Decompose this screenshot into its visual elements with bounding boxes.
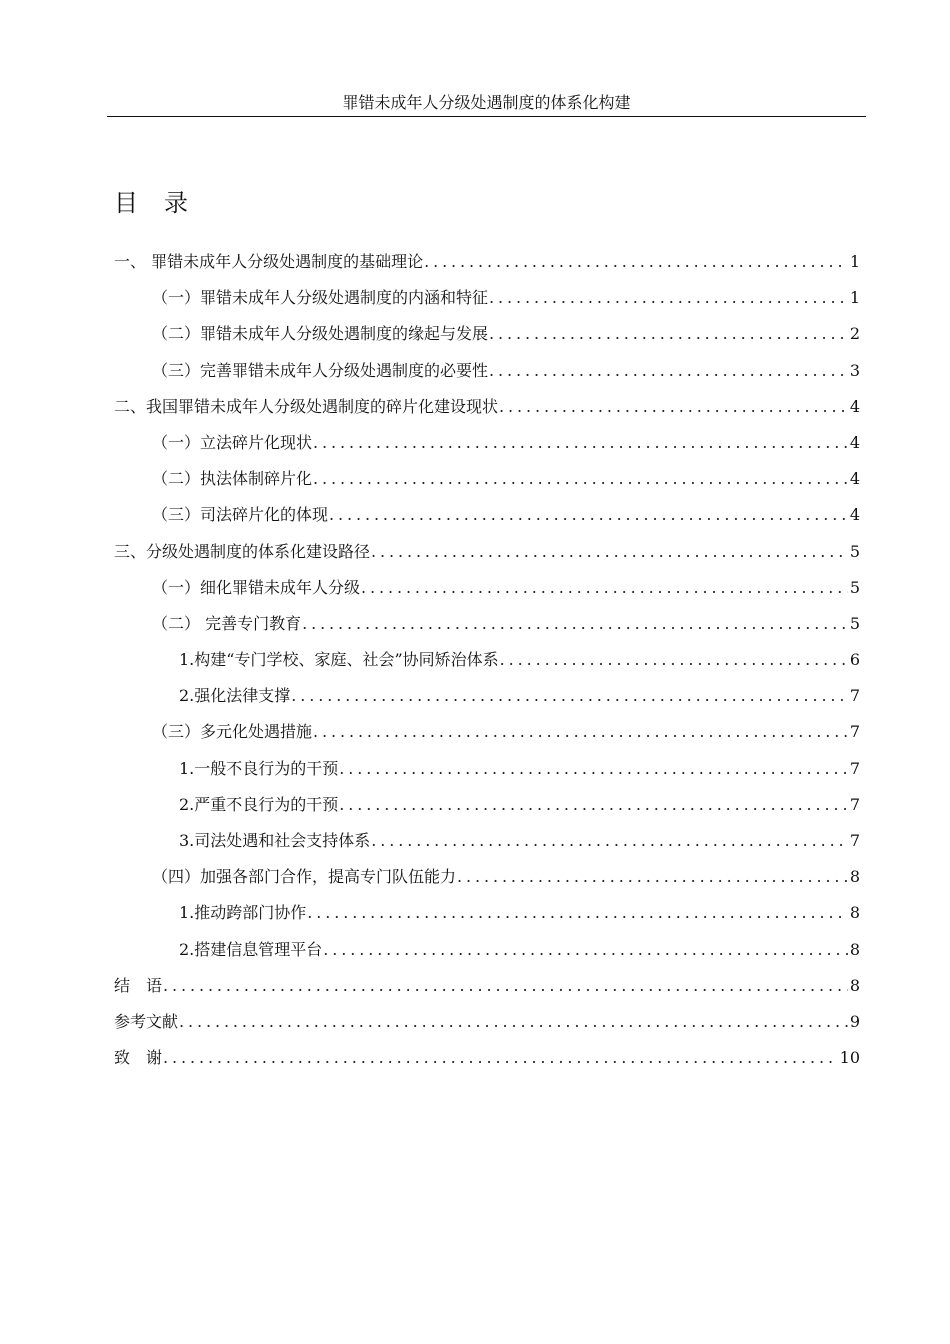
toc-entry-title: 结 语 xyxy=(114,975,163,995)
toc-entry[interactable] xyxy=(114,751,860,787)
dot-leader xyxy=(163,968,848,1004)
toc-page-number: 8 xyxy=(849,867,860,887)
toc-entry[interactable] xyxy=(114,389,860,425)
dot-leader xyxy=(307,895,848,931)
dot-leader xyxy=(323,932,848,968)
toc-page-number: 8 xyxy=(849,939,860,959)
toc-entry[interactable] xyxy=(114,461,860,497)
dot-leader xyxy=(339,787,848,823)
toc-entry-title: 3.司法处遇和社会支持体系 xyxy=(179,831,371,850)
toc-title: 目录 xyxy=(114,189,214,218)
toc-entry-title: 1.一般不良行为的干预 xyxy=(179,758,339,778)
toc-entry[interactable] xyxy=(114,497,860,533)
toc-entry-title: （三）多元化处遇措施 xyxy=(152,722,313,742)
toc-entry-title: （一）罪错未成年人分级处遇制度的内涵和特征 xyxy=(152,288,489,308)
dot-leader xyxy=(489,280,848,316)
toc-page-number: 1 xyxy=(849,252,860,271)
toc-entry-title: 2.搭建信息管理平台 xyxy=(179,939,323,959)
toc-entry[interactable] xyxy=(114,1040,860,1076)
toc-entry-title: （二） 完善专门教育 xyxy=(152,613,302,633)
toc-entry-title: （四）加强各部门合作，提高专门队伍能力 xyxy=(152,867,457,887)
toc-page-number: 4 xyxy=(849,396,860,416)
toc-page-number: 9 xyxy=(849,1011,860,1031)
toc-page-number: 7 xyxy=(849,686,860,706)
dot-leader xyxy=(457,859,848,895)
toc-page-number: 10 xyxy=(839,1048,860,1068)
toc-entry-title: 2.强化法律支撑 xyxy=(179,686,291,706)
table-of-contents xyxy=(114,244,860,1076)
toc-page-number: 7 xyxy=(849,831,860,850)
toc-entry-title: 1.构建“专门学校、家庭、社会”协同矫治体系 xyxy=(179,650,499,670)
dot-leader xyxy=(302,606,848,642)
toc-entry[interactable] xyxy=(114,895,860,931)
toc-entry[interactable] xyxy=(114,714,860,750)
toc-entry-title: 1.推动跨部门协作 xyxy=(179,903,307,923)
toc-entry[interactable] xyxy=(114,968,860,1004)
toc-entry[interactable] xyxy=(114,1004,860,1040)
toc-entry[interactable] xyxy=(114,787,860,823)
toc-entry[interactable] xyxy=(114,570,860,606)
toc-entry[interactable] xyxy=(114,859,860,895)
dot-leader xyxy=(499,389,848,425)
dot-leader xyxy=(313,461,848,497)
dot-leader xyxy=(163,1040,838,1076)
toc-entry[interactable] xyxy=(114,280,860,316)
toc-entry-title: （三）司法碎片化的体现 xyxy=(152,505,329,525)
toc-page-number: 2 xyxy=(849,324,860,344)
toc-page-number: 6 xyxy=(849,650,860,670)
toc-entry-title: （一）立法碎片化现状 xyxy=(152,432,313,452)
toc-entry[interactable] xyxy=(114,606,860,642)
dot-leader xyxy=(371,534,848,570)
dot-leader xyxy=(361,570,848,606)
toc-entry-title: 二、我国罪错未成年人分级处遇制度的碎片化建设现状 xyxy=(114,396,499,416)
toc-entry-title: （二）执法体制碎片化 xyxy=(152,469,313,489)
dot-leader xyxy=(424,244,848,280)
toc-page-number: 7 xyxy=(849,722,860,742)
toc-entry[interactable] xyxy=(114,244,860,280)
dot-leader xyxy=(329,497,848,533)
dot-leader xyxy=(500,642,848,678)
toc-entry-title: （三）完善罪错未成年人分级处遇制度的必要性 xyxy=(152,360,489,380)
toc-page-number: 8 xyxy=(849,903,860,923)
running-header xyxy=(107,92,866,117)
dot-leader xyxy=(371,823,848,859)
toc-page-number: 3 xyxy=(849,360,860,380)
toc-entry[interactable] xyxy=(114,534,860,570)
toc-entry-title: 致 谢 xyxy=(114,1048,163,1068)
toc-entry[interactable] xyxy=(114,932,860,968)
dot-leader xyxy=(291,678,848,714)
toc-page-number: 5 xyxy=(849,613,860,633)
toc-entry-title: （二）罪错未成年人分级处遇制度的缘起与发展 xyxy=(152,324,489,344)
toc-entry[interactable] xyxy=(114,823,860,859)
toc-entry-title: 一、 罪错未成年人分级处遇制度的基础理论 xyxy=(114,252,424,271)
dot-leader xyxy=(339,751,848,787)
toc-entry-title: 三、分级处遇制度的体系化建设路径 xyxy=(114,541,371,561)
toc-entry-title: （一）细化罪错未成年人分级 xyxy=(152,577,361,597)
dot-leader xyxy=(179,1004,848,1040)
toc-entry[interactable] xyxy=(114,642,860,678)
toc-entry[interactable] xyxy=(114,316,860,352)
toc-entry[interactable] xyxy=(114,353,860,389)
dot-leader xyxy=(489,353,848,389)
toc-page-number: 4 xyxy=(849,432,860,452)
dot-leader xyxy=(489,316,848,352)
toc-page-number: 8 xyxy=(849,975,860,995)
toc-page-number: 4 xyxy=(849,505,860,525)
toc-page-number: 4 xyxy=(849,469,860,489)
toc-page-number: 7 xyxy=(849,758,860,778)
running-header-title: 罪错未成年人分级处遇制度的体系化构建 xyxy=(342,93,631,112)
toc-page-number: 7 xyxy=(849,794,860,814)
toc-entry-title: 2.严重不良行为的干预 xyxy=(179,794,339,814)
toc-entry-title: 参考文献 xyxy=(114,1011,179,1031)
toc-page-number: 5 xyxy=(849,577,860,597)
toc-entry[interactable] xyxy=(114,678,860,714)
toc-page-number: 5 xyxy=(849,541,860,561)
dot-leader xyxy=(313,425,848,461)
toc-entry[interactable] xyxy=(114,425,860,461)
dot-leader xyxy=(313,714,848,750)
toc-page-number: 1 xyxy=(849,288,860,308)
